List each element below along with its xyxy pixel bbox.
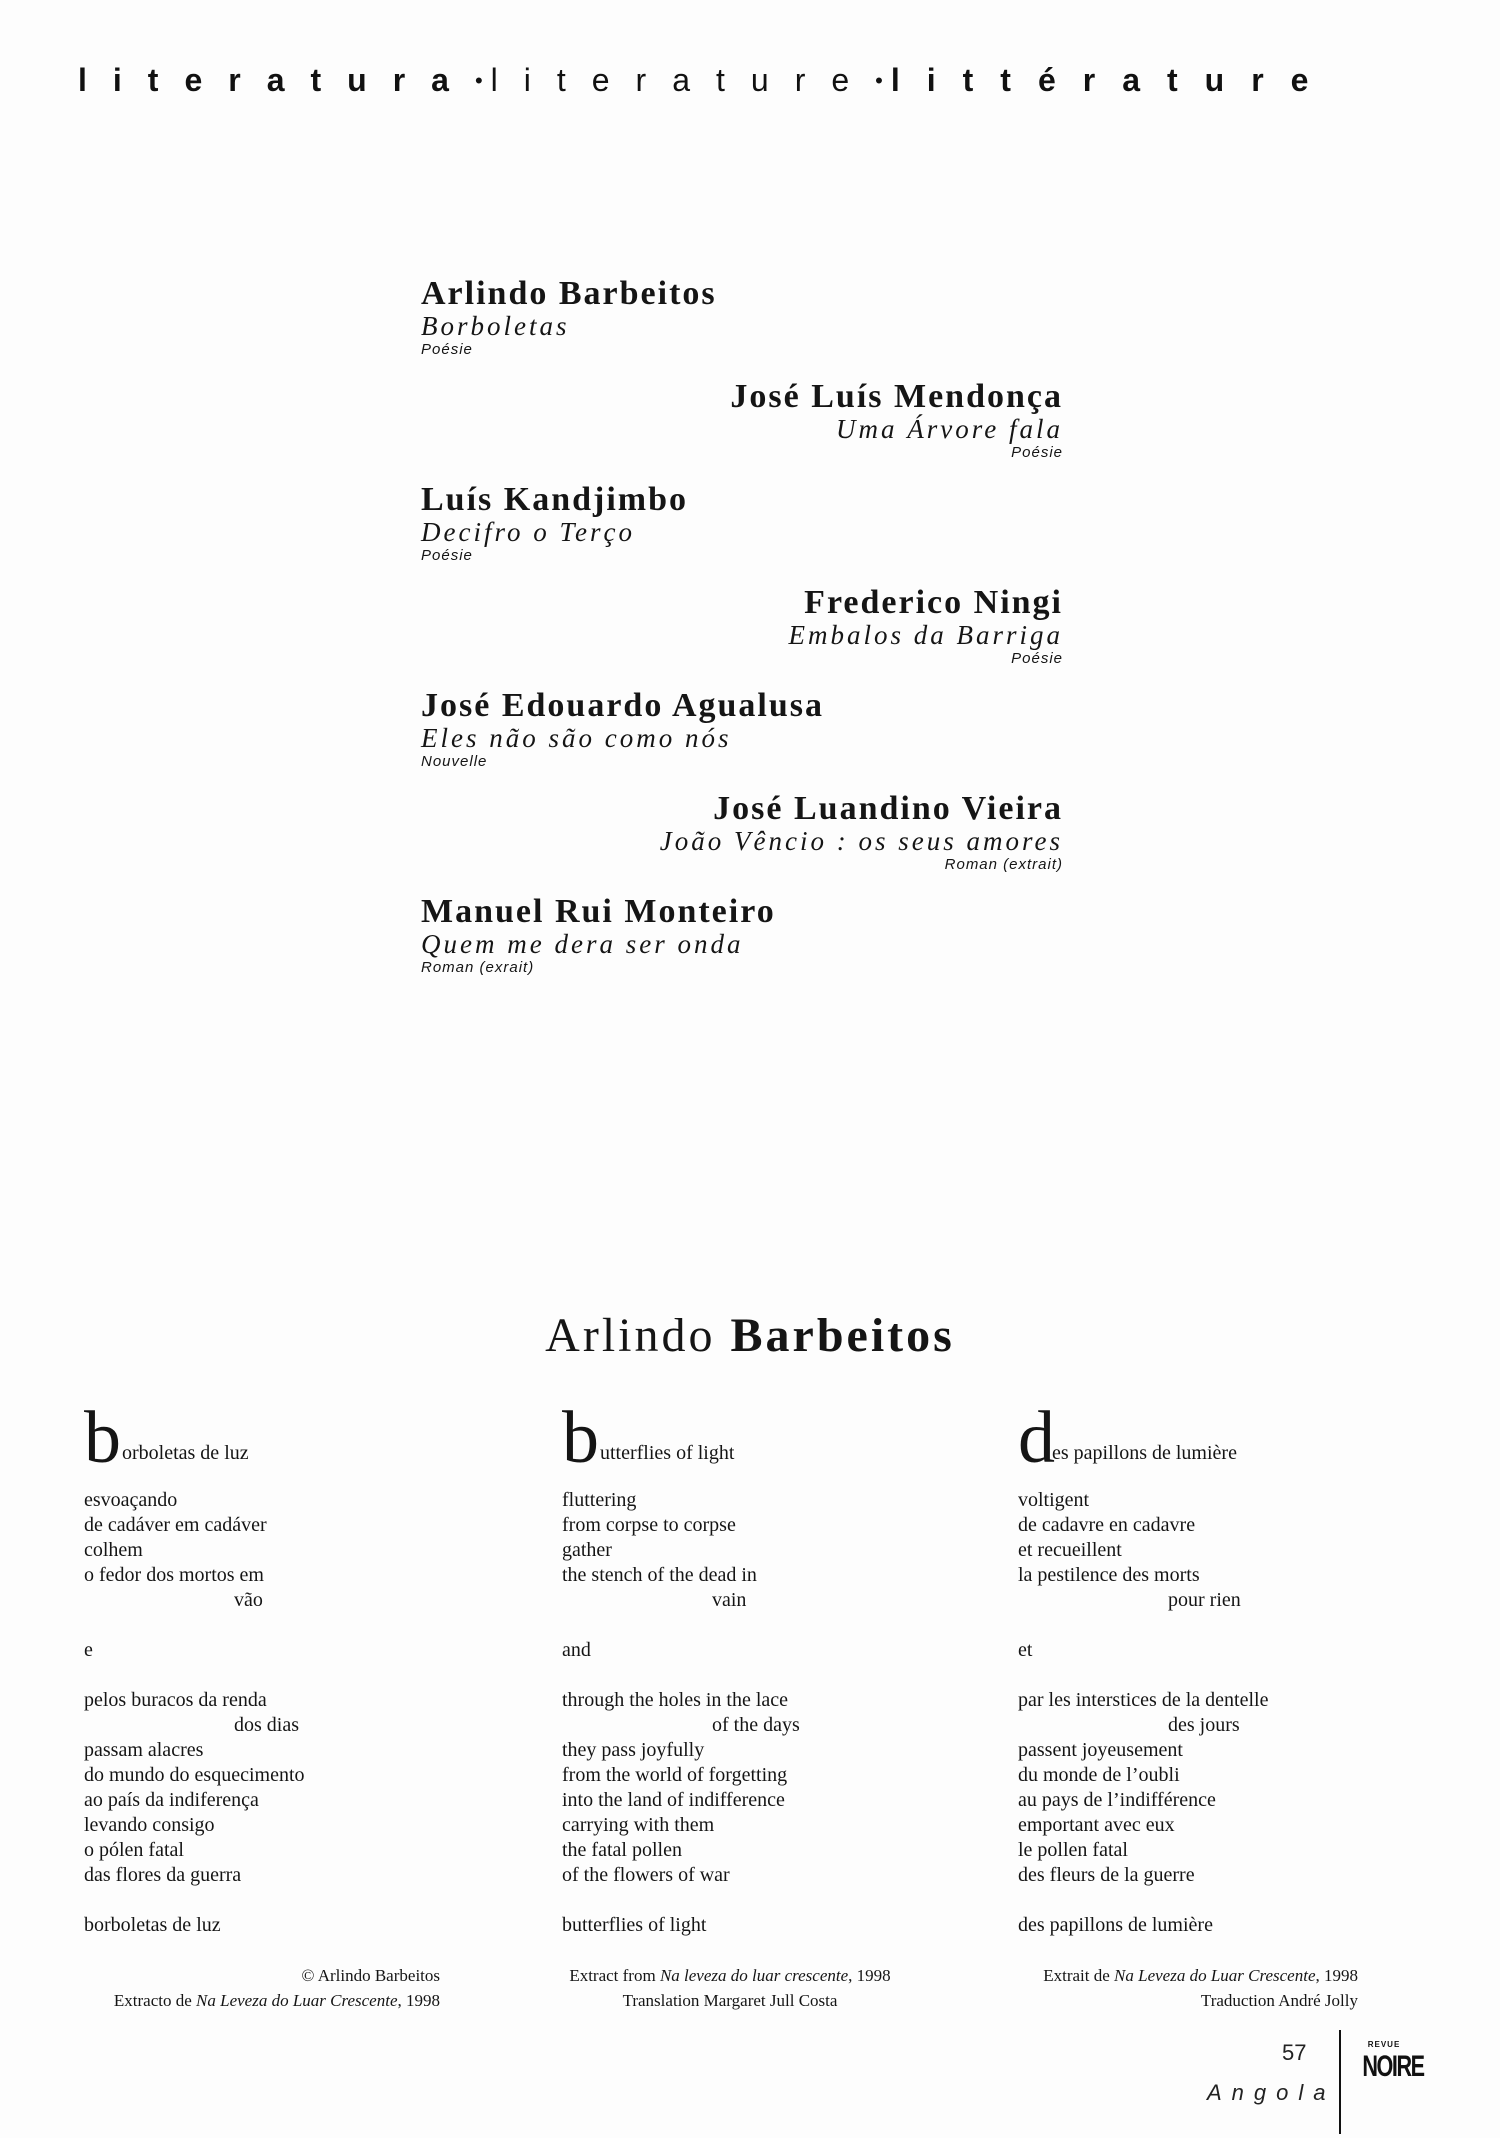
header-separator: •: [875, 68, 891, 93]
credit-book-title: Na Leveza do Luar Crescente: [196, 1991, 398, 2010]
poem-line: des jours: [1168, 1714, 1240, 1736]
poem-line: into the land of indifference: [562, 1789, 785, 1811]
stanza-break: [562, 1613, 942, 1638]
header-separator: •: [474, 68, 491, 93]
credit-year: , 1998: [397, 1991, 440, 2010]
poem-line: butterflies of light: [562, 1914, 707, 1936]
credit-english: [540, 1963, 920, 2013]
table-of-contents: [421, 275, 1063, 996]
poem-line: la pestilence des morts: [1018, 1564, 1200, 1586]
toc-author: Frederico Ningi: [804, 584, 1063, 621]
poem-line: par les interstices de la dentelle: [1018, 1689, 1269, 1711]
credit-translator: Translation Margaret Jull Costa: [622, 1991, 838, 2010]
stanza-break: [1018, 1663, 1398, 1688]
poem-line: emportant avec eux: [1018, 1814, 1175, 1836]
poem-column-portuguese: [84, 1397, 464, 1938]
toc-author: Arlindo Barbeitos: [421, 275, 717, 312]
poem-line: e: [84, 1639, 93, 1661]
poem-line: vain: [712, 1589, 747, 1611]
credit-french: [980, 1963, 1358, 2013]
revue-noire-logo: [1354, 2040, 1424, 2084]
toc-author: José Edouardo Agualusa: [421, 687, 824, 724]
toc-author: José Luís Mendonça: [730, 378, 1063, 415]
poem-line: carrying with them: [562, 1814, 715, 1836]
toc-entry: [421, 378, 1063, 462]
credit-translator: Traduction André Jolly: [1200, 1991, 1358, 2010]
poem-line: dos dias: [234, 1714, 299, 1736]
toc-genre: Poésie: [1011, 444, 1063, 461]
poem-line: gather: [562, 1539, 612, 1561]
toc-entry: [421, 790, 1063, 874]
title-first-name: Arlindo: [545, 1309, 716, 1362]
toc-work-title: Uma Árvore fala: [836, 414, 1063, 444]
toc-work-title: Quem me dera ser onda: [421, 929, 744, 959]
drop-cap: d: [1018, 1397, 1055, 1479]
poem-line: pelos buracos da renda: [84, 1689, 267, 1711]
credit-prefix: Extrait de: [1043, 1966, 1115, 1985]
header-french: littérature: [890, 62, 1336, 98]
credit-source: [540, 1963, 920, 1988]
toc-entry: [421, 481, 1063, 565]
poem-first-line: [562, 1397, 942, 1479]
stanza-break: [562, 1888, 942, 1913]
toc-entry: [421, 687, 1063, 771]
stanza-break: [84, 1888, 464, 1913]
drop-cap: b: [562, 1397, 599, 1479]
poem-line: de cadavre en cadavre: [1018, 1514, 1196, 1536]
poem-line: le pollen fatal: [1018, 1839, 1128, 1861]
stanza-break: [84, 1613, 464, 1638]
poem-line: vão: [234, 1589, 263, 1611]
credit-source: [60, 1988, 440, 2013]
poem-first-line-text: orboletas de luz: [122, 1442, 249, 1464]
poem-line: et: [1018, 1639, 1033, 1661]
poem-line: colhem: [84, 1539, 143, 1561]
poem-line: do mundo do esquecimento: [84, 1764, 305, 1786]
credit-prefix: Extracto de: [113, 1991, 197, 2010]
poem-line: et recueillent: [1018, 1539, 1122, 1561]
poem-line: from corpse to corpse: [562, 1514, 736, 1536]
credit-book-title: Na Leveza do Luar Crescente: [1114, 1966, 1316, 1985]
footer-divider: [1339, 2030, 1341, 2134]
poem-line: o pólen fatal: [84, 1839, 184, 1861]
poem-line: passam alacres: [84, 1739, 204, 1761]
credit-portuguese: [60, 1963, 440, 2013]
poem-line: des fleurs de la guerre: [1018, 1864, 1195, 1886]
drop-cap: b: [84, 1397, 121, 1479]
poem-author-title: [0, 1308, 1500, 1364]
toc-genre: Nouvelle: [421, 753, 488, 770]
country-label: Angola: [1207, 2080, 1336, 2105]
poem-line: das flores da guerra: [84, 1864, 242, 1886]
stanza-break: [1018, 1613, 1398, 1638]
toc-entry: [421, 584, 1063, 668]
poem-line: fluttering: [562, 1489, 637, 1511]
toc-work-title: Borboletas: [421, 311, 570, 341]
poem-first-line: [84, 1397, 464, 1479]
poem-first-line: [1018, 1397, 1398, 1479]
title-last-name: Barbeitos: [730, 1309, 955, 1362]
page-number: 57: [1282, 2040, 1307, 2065]
section-header: [78, 60, 1335, 104]
header-english: literature: [490, 62, 876, 98]
toc-work-title: Eles não são como nós: [421, 723, 732, 753]
poem-line: ao país da indiferença: [84, 1789, 259, 1811]
stanza-break: [562, 1663, 942, 1688]
poem-line: the stench of the dead in: [562, 1564, 757, 1586]
poem-line: passent joyeusement: [1018, 1739, 1183, 1761]
stanza-break: [84, 1663, 464, 1688]
poem-line: pour rien: [1168, 1589, 1241, 1611]
toc-work-title: Embalos da Barriga: [788, 620, 1063, 650]
credit-copyright: © Arlindo Barbeitos: [301, 1966, 440, 1985]
poem-column-french: [1018, 1397, 1398, 1938]
credit-prefix: Extract from: [569, 1966, 660, 1985]
poem-line: of the days: [712, 1714, 800, 1736]
poem-column-english: [562, 1397, 942, 1938]
toc-author: Luís Kandjimbo: [421, 481, 689, 518]
poem-line: borboletas de luz: [84, 1914, 221, 1936]
credit-book-title: Na leveza do luar crescente: [659, 1966, 849, 1985]
stanza-break: [1018, 1888, 1398, 1913]
toc-entry: [421, 275, 1063, 359]
poem-line: levando consigo: [84, 1814, 215, 1836]
credit-source: [980, 1963, 1358, 1988]
toc-genre: Roman (extrait): [944, 856, 1063, 873]
poem-line: des papillons de lumière: [1018, 1914, 1213, 1936]
toc-genre: Roman (exrait): [421, 959, 535, 976]
poem-line: the fatal pollen: [562, 1839, 682, 1861]
poem-line: voltigent: [1018, 1489, 1090, 1511]
poem-line: o fedor dos mortos em: [84, 1564, 264, 1586]
toc-author: José Luandino Vieira: [713, 790, 1063, 827]
toc-work-title: Decifro o Terço: [421, 517, 635, 547]
poem-line: au pays de l’indifférence: [1018, 1789, 1216, 1811]
poem-line: and: [562, 1639, 591, 1661]
toc-author: Manuel Rui Monteiro: [421, 893, 776, 930]
header-portuguese: literatura: [78, 62, 475, 98]
credit-year: , 1998: [1315, 1966, 1358, 1985]
toc-work-title: João Vêncio : os seus amores: [659, 826, 1063, 856]
poem-line: du monde de l’oubli: [1018, 1764, 1180, 1786]
poem-line: esvoaçando: [84, 1489, 178, 1511]
logo-small-text: REVUE: [1367, 2040, 1401, 2049]
toc-genre: Poésie: [1011, 650, 1063, 667]
toc-entry: [421, 893, 1063, 977]
toc-genre: Poésie: [421, 341, 473, 358]
logo-big-text: NOIRE: [1362, 2050, 1424, 2083]
poem-first-line-text: utterflies of light: [600, 1442, 735, 1464]
toc-genre: Poésie: [421, 547, 473, 564]
poem-line: de cadáver em cadáver: [84, 1514, 267, 1536]
poem-line: they pass joyfully: [562, 1739, 705, 1761]
poem-line: from the world of forgetting: [562, 1764, 788, 1786]
poem-line: through the holes in the lace: [562, 1689, 789, 1711]
poem-first-line-text: es papillons de lumière: [1052, 1442, 1237, 1464]
poem-line: of the flowers of war: [562, 1864, 730, 1886]
credit-year: , 1998: [848, 1966, 891, 1985]
